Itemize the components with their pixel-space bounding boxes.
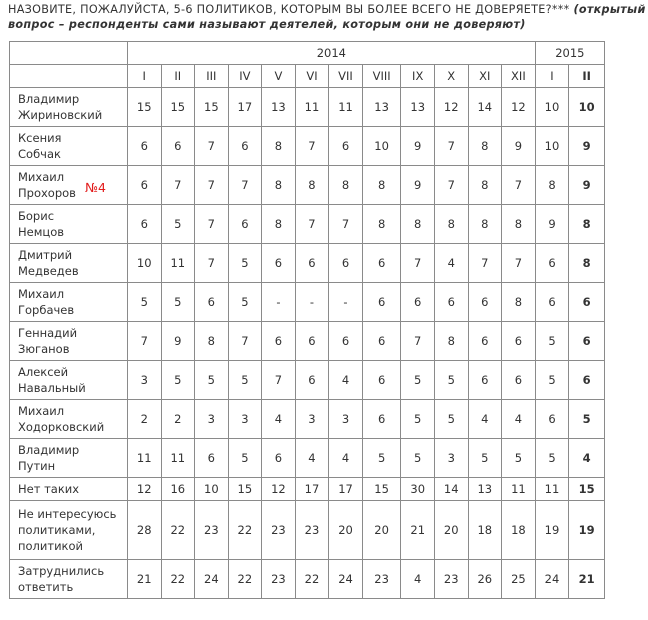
row-label xyxy=(10,283,128,322)
value-cell: 6 xyxy=(127,166,161,205)
question-heading xyxy=(8,2,648,32)
table-row xyxy=(10,478,605,501)
value-cell: 8 xyxy=(195,322,229,361)
row-label-line: Прохоров xyxy=(18,186,76,200)
value-cell: - xyxy=(329,283,363,322)
value-cell: 24 xyxy=(329,560,363,599)
table-row xyxy=(10,361,605,400)
value-cell: 23 xyxy=(195,501,229,560)
value-cell: 8 xyxy=(569,244,605,283)
value-cell: 9 xyxy=(569,127,605,166)
value-cell: 5 xyxy=(535,439,569,478)
value-cell: 6 xyxy=(228,205,262,244)
table-row xyxy=(10,283,605,322)
month-header: V xyxy=(262,65,296,88)
distrust-table xyxy=(9,41,605,599)
value-cell: 6 xyxy=(362,283,401,322)
month-header: III xyxy=(195,65,229,88)
month-header: I xyxy=(535,65,569,88)
month-header: IV xyxy=(228,65,262,88)
value-cell: 6 xyxy=(434,283,468,322)
value-cell: 6 xyxy=(569,283,605,322)
value-cell: 18 xyxy=(468,501,502,560)
value-cell: 6 xyxy=(401,283,435,322)
value-cell: 4 xyxy=(502,400,536,439)
value-cell: 21 xyxy=(401,501,435,560)
value-cell: 6 xyxy=(329,127,363,166)
value-cell: 9 xyxy=(401,127,435,166)
row-label-line: Зюганов xyxy=(18,342,70,356)
row-label xyxy=(10,501,128,560)
value-cell: 5 xyxy=(228,283,262,322)
value-cell: 22 xyxy=(161,560,195,599)
table-row xyxy=(10,244,605,283)
row-label-line: Алексей xyxy=(18,365,69,379)
value-cell: 5 xyxy=(502,439,536,478)
value-cell: 6 xyxy=(295,322,329,361)
value-cell: 22 xyxy=(228,560,262,599)
row-label-line: политикой xyxy=(18,539,84,553)
value-cell: 12 xyxy=(262,478,296,501)
value-cell: 4 xyxy=(401,560,435,599)
value-cell: 16 xyxy=(161,478,195,501)
value-cell: 8 xyxy=(569,205,605,244)
value-cell: 21 xyxy=(569,560,605,599)
value-cell: 3 xyxy=(195,400,229,439)
value-cell: 9 xyxy=(535,205,569,244)
row-label-line: Ксения xyxy=(18,131,62,145)
value-cell: 7 xyxy=(161,166,195,205)
value-cell: 11 xyxy=(161,439,195,478)
row-label-line: Не интересуюсь xyxy=(18,507,117,521)
value-cell: 5 xyxy=(535,322,569,361)
value-cell: 6 xyxy=(329,322,363,361)
year-2014-header: 2014 xyxy=(127,42,535,65)
value-cell: 7 xyxy=(295,127,329,166)
value-cell: 13 xyxy=(362,88,401,127)
value-cell: 5 xyxy=(468,439,502,478)
value-cell: 11 xyxy=(502,478,536,501)
value-cell: 6 xyxy=(502,361,536,400)
value-cell: 5 xyxy=(434,361,468,400)
value-cell: 15 xyxy=(362,478,401,501)
value-cell: 8 xyxy=(329,166,363,205)
value-cell: 7 xyxy=(195,166,229,205)
value-cell: 6 xyxy=(535,400,569,439)
value-cell: 7 xyxy=(262,361,296,400)
row-label-line: Жириновский xyxy=(18,108,103,122)
row-label xyxy=(10,244,128,283)
value-cell: 14 xyxy=(468,88,502,127)
row-label-line: Владимир xyxy=(18,443,80,457)
row-label-line: Нет таких xyxy=(18,482,80,496)
value-cell: 5 xyxy=(401,400,435,439)
table-row xyxy=(10,322,605,361)
row-label-line: Владимир xyxy=(18,92,80,106)
value-cell: 6 xyxy=(262,244,296,283)
value-cell: 9 xyxy=(569,166,605,205)
value-cell: 8 xyxy=(502,283,536,322)
value-cell: 15 xyxy=(569,478,605,501)
row-label-line: Путин xyxy=(18,459,56,473)
value-cell: 6 xyxy=(468,322,502,361)
value-cell: 5 xyxy=(362,439,401,478)
value-cell: 15 xyxy=(195,88,229,127)
value-cell: 9 xyxy=(401,166,435,205)
value-cell: 6 xyxy=(362,400,401,439)
value-cell: 6 xyxy=(228,127,262,166)
value-cell: 6 xyxy=(569,361,605,400)
value-cell: 7 xyxy=(502,166,536,205)
value-cell: 6 xyxy=(569,322,605,361)
value-cell: 23 xyxy=(295,501,329,560)
value-cell: 12 xyxy=(434,88,468,127)
value-cell: 4 xyxy=(262,400,296,439)
value-cell: 6 xyxy=(535,283,569,322)
month-header: VII xyxy=(329,65,363,88)
table-row xyxy=(10,205,605,244)
value-cell: 5 xyxy=(127,283,161,322)
value-cell: 24 xyxy=(535,560,569,599)
value-cell: 8 xyxy=(468,127,502,166)
value-cell: 13 xyxy=(468,478,502,501)
row-label-line: Геннадий xyxy=(18,326,78,340)
month-header: I xyxy=(127,65,161,88)
value-cell: 14 xyxy=(434,478,468,501)
value-cell: 6 xyxy=(195,439,229,478)
value-cell: 8 xyxy=(262,205,296,244)
row-label-line: Медведев xyxy=(18,264,79,278)
row-label-line: Ходорковский xyxy=(18,420,105,434)
value-cell: 8 xyxy=(434,322,468,361)
value-cell: 12 xyxy=(502,88,536,127)
value-cell: 15 xyxy=(127,88,161,127)
row-label-line: Немцов xyxy=(18,225,65,239)
row-label xyxy=(10,400,128,439)
value-cell: 3 xyxy=(329,400,363,439)
value-cell: 7 xyxy=(195,205,229,244)
value-cell: 5 xyxy=(228,244,262,283)
row-label-line: Навальный xyxy=(18,381,86,395)
value-cell: 17 xyxy=(228,88,262,127)
value-cell: 6 xyxy=(329,244,363,283)
value-cell: 9 xyxy=(161,322,195,361)
value-cell: 8 xyxy=(295,166,329,205)
row-label-line: Борис xyxy=(18,209,55,223)
value-cell: 4 xyxy=(295,439,329,478)
row-label-line: Михаил xyxy=(18,287,65,301)
value-cell: 5 xyxy=(228,439,262,478)
month-header: VI xyxy=(295,65,329,88)
value-cell: 6 xyxy=(295,244,329,283)
value-cell: 7 xyxy=(401,244,435,283)
value-cell: 6 xyxy=(127,127,161,166)
value-cell: 12 xyxy=(127,478,161,501)
value-cell: 5 xyxy=(569,400,605,439)
month-header: II xyxy=(569,65,605,88)
value-cell: 8 xyxy=(362,166,401,205)
value-cell: 5 xyxy=(228,361,262,400)
row-label xyxy=(10,560,128,599)
value-cell: 26 xyxy=(468,560,502,599)
value-cell: 24 xyxy=(195,560,229,599)
value-cell: - xyxy=(262,283,296,322)
value-cell: 25 xyxy=(502,560,536,599)
row-label xyxy=(10,166,128,205)
value-cell: 4 xyxy=(329,361,363,400)
row-label-line: политиками, xyxy=(18,523,96,537)
value-cell: 6 xyxy=(127,205,161,244)
row-label xyxy=(10,127,128,166)
value-cell: 7 xyxy=(329,205,363,244)
value-cell: 2 xyxy=(127,400,161,439)
value-cell: 20 xyxy=(362,501,401,560)
value-cell: 30 xyxy=(401,478,435,501)
value-cell: 13 xyxy=(262,88,296,127)
value-cell: 10 xyxy=(362,127,401,166)
value-cell: 10 xyxy=(535,127,569,166)
year-2015-header: 2015 xyxy=(535,42,604,65)
value-cell: 11 xyxy=(161,244,195,283)
value-cell: 6 xyxy=(295,361,329,400)
value-cell: 7 xyxy=(468,244,502,283)
month-header: II xyxy=(161,65,195,88)
row-label xyxy=(10,478,128,501)
table-row xyxy=(10,88,605,127)
value-cell: 6 xyxy=(262,439,296,478)
value-cell: 6 xyxy=(502,322,536,361)
value-cell: 8 xyxy=(502,205,536,244)
value-cell: 7 xyxy=(228,322,262,361)
value-cell: 7 xyxy=(295,205,329,244)
value-cell: 11 xyxy=(535,478,569,501)
value-cell: 10 xyxy=(535,88,569,127)
value-cell: 4 xyxy=(468,400,502,439)
value-cell: 3 xyxy=(127,361,161,400)
value-cell: 7 xyxy=(228,166,262,205)
month-header: X xyxy=(434,65,468,88)
annotation-mark: №4 xyxy=(85,180,106,195)
value-cell: 10 xyxy=(195,478,229,501)
value-cell: 20 xyxy=(434,501,468,560)
value-cell: 6 xyxy=(161,127,195,166)
value-cell: 8 xyxy=(434,205,468,244)
table-row xyxy=(10,439,605,478)
value-cell: 5 xyxy=(161,205,195,244)
row-label-line: Михаил xyxy=(18,170,65,184)
value-cell: 15 xyxy=(161,88,195,127)
question-note-part1: (открытый xyxy=(573,3,646,16)
value-cell: - xyxy=(295,283,329,322)
row-label-line: Затруднились xyxy=(18,564,105,578)
row-label xyxy=(10,439,128,478)
value-cell: 7 xyxy=(401,322,435,361)
value-cell: 19 xyxy=(569,501,605,560)
month-header-row xyxy=(10,65,605,88)
value-cell: 22 xyxy=(228,501,262,560)
value-cell: 6 xyxy=(362,361,401,400)
value-cell: 18 xyxy=(502,501,536,560)
value-cell: 8 xyxy=(401,205,435,244)
month-header: XI xyxy=(468,65,502,88)
value-cell: 6 xyxy=(362,244,401,283)
value-cell: 20 xyxy=(329,501,363,560)
value-cell: 3 xyxy=(295,400,329,439)
value-cell: 7 xyxy=(434,127,468,166)
value-cell: 3 xyxy=(228,400,262,439)
value-cell: 10 xyxy=(127,244,161,283)
value-cell: 15 xyxy=(228,478,262,501)
value-cell: 13 xyxy=(401,88,435,127)
value-cell: 7 xyxy=(434,166,468,205)
row-label-line: Михаил xyxy=(18,404,65,418)
table-row xyxy=(10,560,605,599)
value-cell: 6 xyxy=(468,361,502,400)
year-header-row xyxy=(10,42,605,65)
row-label-line: Горбачев xyxy=(18,303,75,317)
value-cell: 17 xyxy=(295,478,329,501)
value-cell: 2 xyxy=(161,400,195,439)
value-cell: 3 xyxy=(434,439,468,478)
month-header: VIII xyxy=(362,65,401,88)
value-cell: 6 xyxy=(195,283,229,322)
value-cell: 5 xyxy=(195,361,229,400)
value-cell: 4 xyxy=(434,244,468,283)
value-cell: 28 xyxy=(127,501,161,560)
row-label-line: Собчак xyxy=(18,147,61,161)
value-cell: 11 xyxy=(329,88,363,127)
value-cell: 23 xyxy=(262,560,296,599)
value-cell: 22 xyxy=(161,501,195,560)
value-cell: 23 xyxy=(262,501,296,560)
question-text: НАЗОВИТЕ, ПОЖАЛУЙСТА, 5-6 ПОЛИТИКОВ, КОТОРЫМ ВЫ БОЛЕЕ ВСЕГО НЕ ДОВЕРЯЕТЕ?*** xyxy=(8,3,570,16)
value-cell: 8 xyxy=(262,127,296,166)
value-cell: 8 xyxy=(468,166,502,205)
value-cell: 19 xyxy=(535,501,569,560)
value-cell: 6 xyxy=(535,244,569,283)
value-cell: 6 xyxy=(262,322,296,361)
value-cell: 8 xyxy=(535,166,569,205)
value-cell: 7 xyxy=(195,127,229,166)
value-cell: 10 xyxy=(569,88,605,127)
corner-cell xyxy=(10,65,128,88)
value-cell: 4 xyxy=(569,439,605,478)
row-label xyxy=(10,361,128,400)
month-header: IX xyxy=(401,65,435,88)
table-row xyxy=(10,400,605,439)
value-cell: 9 xyxy=(502,127,536,166)
value-cell: 5 xyxy=(401,361,435,400)
value-cell: 5 xyxy=(161,283,195,322)
value-cell: 11 xyxy=(295,88,329,127)
value-cell: 11 xyxy=(127,439,161,478)
value-cell: 21 xyxy=(127,560,161,599)
value-cell: 23 xyxy=(362,560,401,599)
month-header: XII xyxy=(502,65,536,88)
row-label-line: Дмитрий xyxy=(18,248,73,262)
row-label-line: ответить xyxy=(18,580,74,594)
value-cell: 7 xyxy=(127,322,161,361)
value-cell: 23 xyxy=(434,560,468,599)
value-cell: 7 xyxy=(502,244,536,283)
value-cell: 8 xyxy=(262,166,296,205)
value-cell: 5 xyxy=(434,400,468,439)
value-cell: 7 xyxy=(195,244,229,283)
row-label xyxy=(10,322,128,361)
question-note-part2: вопрос – респонденты сами называют деятелей, которым они не доверяют) xyxy=(8,18,526,31)
value-cell: 4 xyxy=(329,439,363,478)
value-cell: 5 xyxy=(535,361,569,400)
row-label xyxy=(10,88,128,127)
corner-cell xyxy=(10,42,128,65)
table-row xyxy=(10,127,605,166)
value-cell: 17 xyxy=(329,478,363,501)
value-cell: 8 xyxy=(468,205,502,244)
value-cell: 6 xyxy=(468,283,502,322)
value-cell: 8 xyxy=(362,205,401,244)
table-row xyxy=(10,501,605,560)
value-cell: 5 xyxy=(401,439,435,478)
row-label xyxy=(10,205,128,244)
value-cell: 5 xyxy=(161,361,195,400)
value-cell: 22 xyxy=(295,560,329,599)
value-cell: 6 xyxy=(362,322,401,361)
